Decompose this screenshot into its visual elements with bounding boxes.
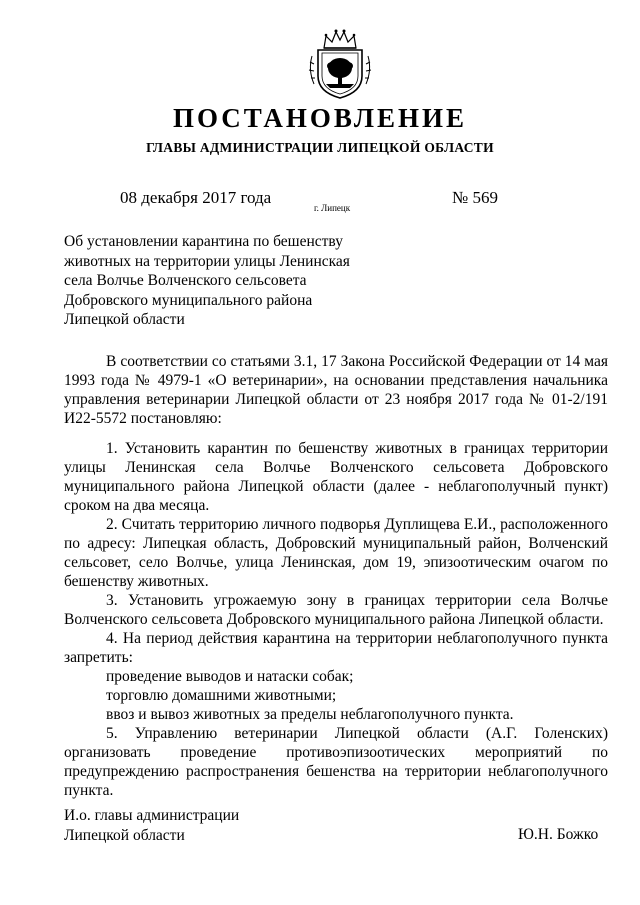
item-4-paragraph: 4. На период действия карантина на территории неблагополучного пункта запретить: — [64, 630, 608, 666]
document-subject — [64, 232, 384, 330]
document-number: № 569 — [452, 188, 498, 207]
subject-line: Липецкой области — [64, 311, 185, 328]
item-4-sub-1: проведение выводов и натаски собак; — [106, 668, 354, 685]
signature-position — [64, 806, 239, 846]
document-body — [64, 352, 608, 800]
subject-line: животных на территории улицы Ленинская — [64, 252, 350, 270]
item-1-paragraph: 1. Установить карантин по бешенству животных в границах территории улицы Ленинская села Волчье Волченского сельсовета Добровского муниципального района Липецкой области (далее - неблагополучный пункт) сроком на два месяца. — [64, 440, 608, 514]
document-city: г. Липецк — [314, 203, 351, 213]
subject-line: Добровского муниципального района — [64, 291, 313, 309]
signature-name: Ю.Н. Божко — [518, 826, 599, 843]
subject-line: села Волчье Волченского сельсовета — [64, 272, 307, 289]
signature-position-line-2: Липецкой области — [64, 827, 185, 844]
signature-position-line-1: И.о. главы администрации — [64, 807, 240, 824]
item-4-sub-3: ввоз и вывоз животных за пределы неблагополучного пункта. — [106, 706, 514, 723]
document-title: ПОСТАНОВЛЕНИЕ — [172, 103, 468, 133]
subject-line: Об установлении карантина по бешенству — [64, 233, 343, 250]
document-subtitle: ГЛАВЫ АДМИНИСТРАЦИИ ЛИПЕЦКОЙ ОБЛАСТИ — [146, 140, 494, 155]
preamble-paragraph: В соответствии со статьями 3.1, 17 Закона Российской Федерации от 14 мая 1993 года № 4979-1 «О ветеринарии», на основании представления начальника управления ветеринарии Липецкой области от 23 ноября 2017 года № 01-2/191 И22-5572 постановляю: — [64, 353, 608, 427]
coat-of-arms-emblem — [304, 26, 376, 102]
item-2-paragraph: 2. Считать территорию личного подворья Дуплищева Е.И., расположенного по адресу: Липецкая область, Добровский муниципальный район, Волченский сельсовет, село Волчье, улица Ленинская, дом 19, эпизоотическим очагом по бешенству животных. — [64, 516, 608, 590]
item-5-paragraph: 5. Управлению ветеринарии Липецкой области (А.Г. Голенских) организовать проведение противоэпизоотических мероприятий по предупреждению распространения бешенства на территории неблагополучного пункта. — [64, 725, 608, 799]
document-date: 08 декабря 2017 года — [120, 188, 272, 207]
item-3-paragraph: 3. Установить угрожаемую зону в границах территории села Волчье Волченского сельсовета Добровского муниципального района Липецкой области. — [64, 592, 608, 628]
item-4-sub-2: торговлю домашними животными; — [106, 687, 337, 704]
